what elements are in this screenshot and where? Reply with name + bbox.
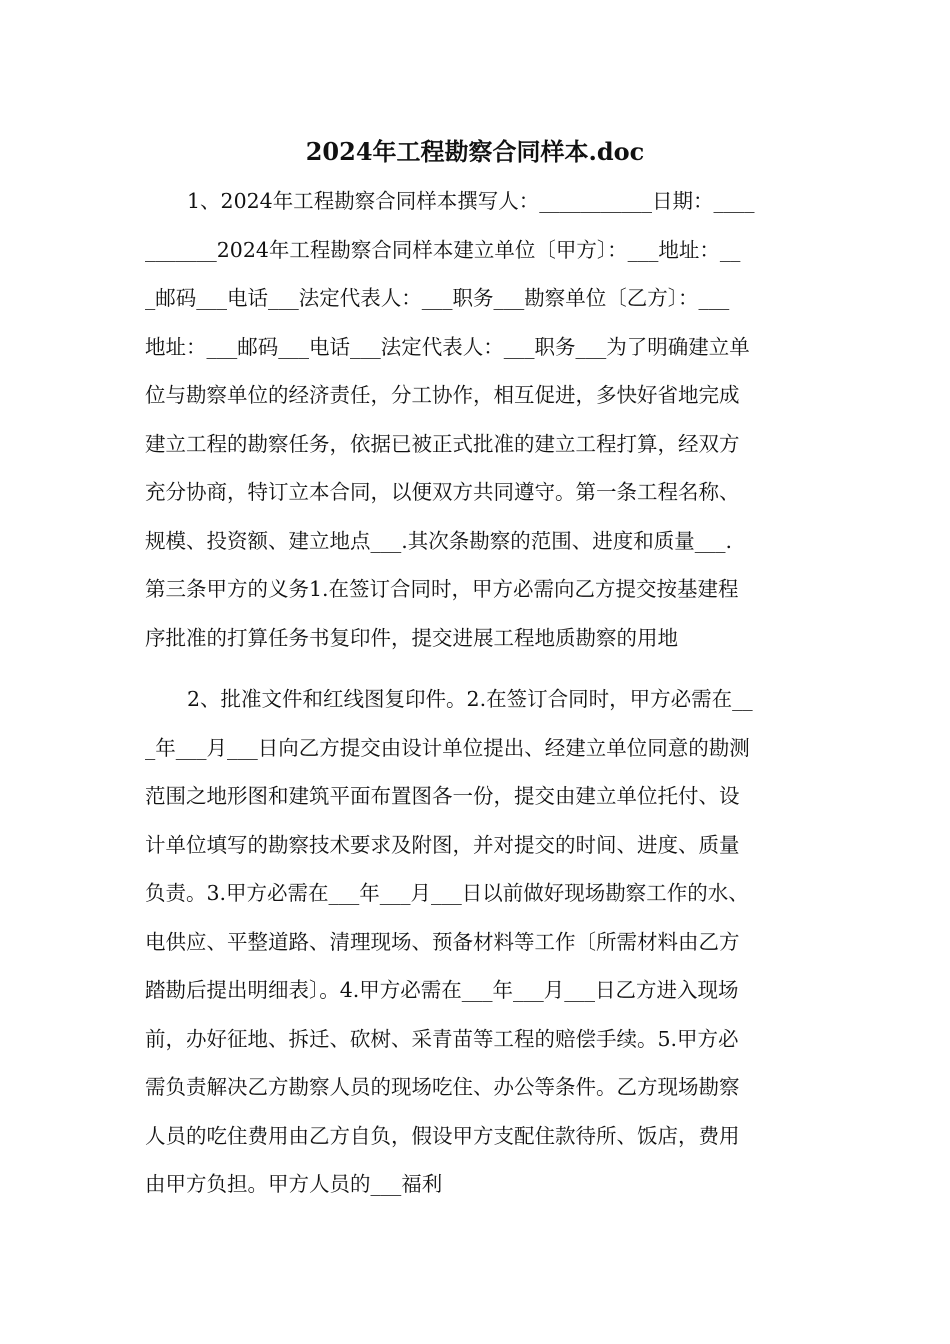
paragraph-line: 建立工程的勘察任务，依据已被正式批准的建立工程打算，经双方 [145, 431, 740, 456]
paragraph-line: 踏勘后提出明细表〕。4.甲方必需在___年___月___日乙方进入现场 [145, 978, 739, 1002]
paragraph-2 [145, 675, 805, 1209]
paragraph-line: 2、批准文件和红线图复印件。2.在签订合同时，甲方必需在__ [187, 687, 753, 711]
paragraph-line: 位与勘察单位的经济责任，分工协作，相互促进，多快好省地完成 [145, 383, 740, 407]
paragraph-line: 1、2024年工程勘察合同样本撰写人：___________日期：____ [187, 189, 755, 213]
paragraph-line: _邮码___电话___法定代表人：___职务___勘察单位〔乙方〕：___ [145, 286, 730, 310]
paragraph-line: 需负责解决乙方勘察人员的现场吃住、办公等条件。乙方现场勘察 [145, 1075, 740, 1099]
paragraph-line: _______2024年工程勘察合同样本建立单位〔甲方〕：___地址：__ [145, 237, 741, 262]
paragraph-line: 计单位填写的勘察技术要求及附图，并对提交的时间、进度、质量 [145, 832, 740, 857]
paragraph-line: 人员的吃住费用由乙方自负，假设甲方支配住款待所、饭店，费用 [145, 1123, 740, 1148]
paragraph-line: 前，办好征地、拆迁、砍树、采青苗等工程的赔偿手续。5.甲方必 [145, 1026, 739, 1051]
document-title: 2024年工程勘察合同样本.doc [305, 137, 645, 166]
paragraph-line: _年___月___日向乙方提交由设计单位提出、经建立单位同意的勘测 [145, 735, 750, 760]
paragraph-line: 序批准的打算任务书复印件，提交进展工程地质勘察的用地 [145, 625, 678, 650]
paragraph-line: 负责。3.甲方必需在___年___月___日以前做好现场勘察工作的水、 [145, 881, 749, 905]
paragraph-line: 由甲方负担。甲方人员的___福利 [145, 1172, 443, 1196]
paragraph-line: 地址：___邮码___电话___法定代表人：___职务___为了明确建立单 [145, 334, 750, 359]
paragraph-line: 规模、投资额、建立地点___.其次条勘察的范围、进度和质量___. [145, 528, 733, 553]
paragraph-line: 充分协商，特订立本合同，以便双方共同遵守。第一条工程名称、 [145, 480, 740, 504]
paragraph-line: 范围之地形图和建筑平面布置图各一份，提交由建立单位托付、设 [145, 784, 740, 808]
paragraph-line: 第三条甲方的义务1.在签订合同时，甲方必需向乙方提交按基建程 [145, 577, 739, 601]
paragraph-line: 电供应、平整道路、清理现场、预备材料等工作〔所需材料由乙方 [145, 929, 740, 954]
paragraph-1 [145, 177, 805, 662]
